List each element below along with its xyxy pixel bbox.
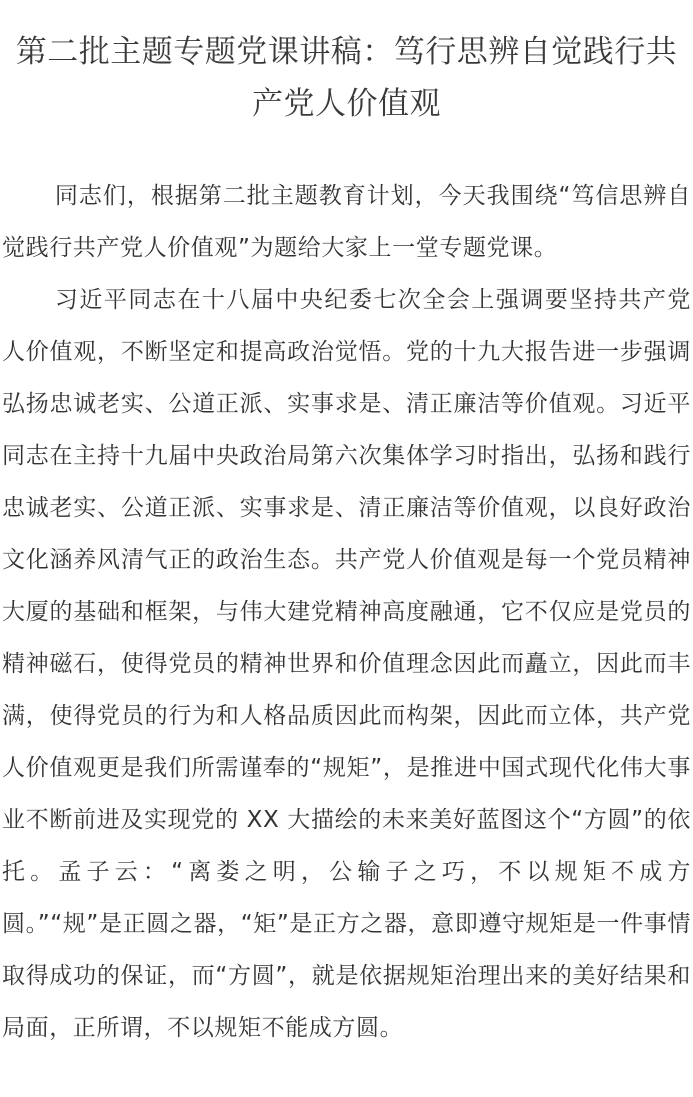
paragraph-main: 习近平同志在十八届中央纪委七次全会上强调要坚持共产党人价值观，不断坚定和提高政治觉悟。党的十九大报告进一步强调弘扬忠诚老实、公道正派、实事求是、清正廉洁等价值观。习近平同志在主持十九届中央政治局第六次集体学习时指出，弘扬和践行忠诚老实、公道正派、实事求是、清正廉洁等价值观，以良好政治文化涵养风清气正的政治生态。共产党人价值观是每一个党员精神大厦的基础和框架，与伟大建党精神高度融通，它不仅应是党员的精神磁石，使得党员的精神世界和价值理念因此而矗立，因此而丰满，使得党员的行为和人格品质因此而构架，因此而立体，共产党人价值观更是我们所需谨奉的“规矩”，是推进中国式现代化伟大事业不断前进及实现党的 XX 大描绘的未来美好蓝图这个“方圆”的依托。孟子云：“离娄之明，公输子之巧，不以规矩不成方圆。”“规”是正圆之器，“矩”是正方之器，意即遵守规矩是一件事情取得成功的保证，而“方圆”，就是依据规矩治理出来的美好结果和局面，正所谓，不以规矩不能成方圆。 (2, 287, 691, 1041)
document-body (2, 170, 691, 1054)
document-title: 第二批主题专题党课讲稿：笃行思辨自觉践行共产党人价值观 (15, 34, 678, 122)
paragraph-opening: 同志们，根据第二批主题教育计划，今天我围绕“笃信思辨自觉践行共产党人价值观”为题给大家上一堂专题党课。 (2, 183, 691, 261)
